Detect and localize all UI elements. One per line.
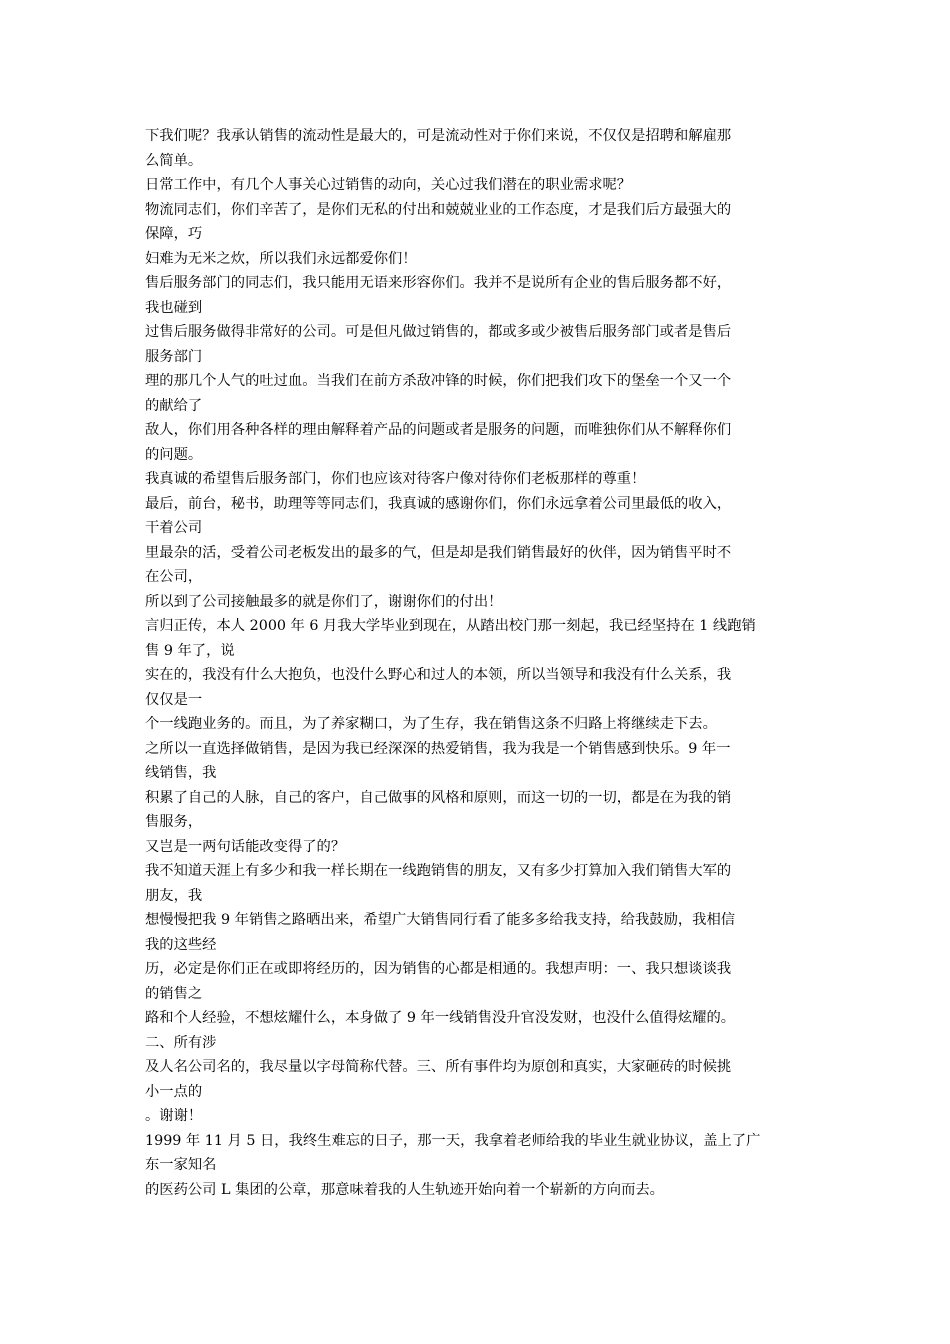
text-line: 朋友，我 — [145, 887, 203, 904]
text-line: 理的那几个人气的吐过血。当我们在前方杀敌冲锋的时候，你们把我们攻下的堡垒一个又一个 — [145, 373, 732, 389]
text-line: 之所以一直选择做销售，是因为我已经深深的热爱销售，我为我是一个销售感到快乐。9 年一 — [145, 740, 731, 757]
text-line: 干着公司 — [145, 520, 203, 536]
text-line: 1999 年 11 月 5 日，我终生难忘的日子，那一天，我拿着老师给我的毕业生就业协议，盖上了广 — [145, 1132, 761, 1149]
text-line: 。谢谢！ — [145, 1108, 203, 1124]
text-line: 的问题。 — [145, 446, 203, 463]
text-line: 个一线跑业务的。而且，为了养家糊口，为了生存，我在销售这条不归路上将继续走下去。 — [145, 716, 717, 732]
text-line: 最后，前台，秘书，助理等等同志们，我真诚的感谢你们，你们永远拿着公司里最低的收入， — [145, 495, 732, 512]
text-line: 的医药公司 L 集团的公章，那意味着我的人生轨迹开始向着一个崭新的方向而去。 — [145, 1181, 664, 1198]
text-line: 里最杂的活，受着公司老板发出的最多的气，但是却是我们销售最好的伙伴，因为销售平时不 — [145, 544, 732, 561]
text-line: 及人名公司名的，我尽量以字母简称代替。三、所有事件均为原创和真实，大家砸砖的时候挑 — [145, 1059, 732, 1075]
text-line: 我真诚的希望售后服务部门，你们也应该对待客户像对待你们老板那样的尊重！ — [145, 471, 646, 487]
document-body — [145, 124, 807, 1202]
text-line: 实在的，我没有什么大抱负，也没什么野心和过人的本领，所以当领导和我没有什么关系，我 — [145, 667, 732, 683]
text-line: 妇难为无米之炊，所以我们永远都爱你们！ — [145, 250, 417, 267]
text-line: 路和个人经验，不想炫耀什么，本身做了 9 年一线销售没升官没发财，也没什么值得炫耀的。 — [145, 1010, 736, 1026]
text-line: 积累了自己的人脉，自己的客户，自己做事的风格和原则，而这一切的一切，都是在为我的销 — [145, 789, 732, 806]
text-line: 售服务， — [145, 814, 203, 830]
text-line: 过售后服务做得非常好的公司。可是但凡做过销售的，都或多或少被售后服务部门或者是售后 — [145, 324, 732, 340]
text-line: 售后服务部门的同志们，我只能用无语来形容你们。我并不是说所有企业的售后服务都不好， — [145, 275, 732, 291]
text-line: 线销售，我 — [145, 765, 217, 781]
text-line: 的销售之 — [145, 985, 203, 1002]
text-line: 保障，巧 — [145, 226, 203, 242]
text-line: 下我们呢？我承认销售的流动性是最大的，可是流动性对于你们来说，不仅仅是招聘和解雇那 — [145, 128, 732, 144]
text-line: 我不知道天涯上有多少和我一样长期在一线跑销售的朋友，又有多少打算加入我们销售大军的 — [145, 863, 732, 879]
text-line: 服务部门 — [145, 348, 203, 365]
text-line: 东一家知名 — [145, 1157, 217, 1173]
text-line: 仅仅是一 — [145, 691, 203, 708]
text-line: 小一点的 — [145, 1083, 203, 1100]
text-line: 历，必定是你们正在或即将经历的，因为销售的心都是相通的。我想声明：一、我只想谈谈我 — [145, 961, 732, 977]
text-line: 在公司， — [145, 569, 203, 585]
text-line: 我的这些经 — [145, 936, 217, 953]
text-line: 二、所有涉 — [145, 1034, 217, 1051]
text-line: 想慢慢把我 9 年销售之路晒出来，希望广大销售同行看了能多多给我支持，给我鼓励，我相信 — [145, 912, 736, 928]
text-line: 我也碰到 — [145, 299, 203, 316]
text-line: 的献给了 — [145, 397, 203, 414]
text-line: 又岂是一两句话能改变得了的？ — [145, 838, 346, 855]
text-line: 所以到了公司接触最多的就是你们了，谢谢你们的付出！ — [145, 593, 503, 610]
text-line: 售 9 年了，说 — [145, 642, 235, 659]
text-line: 敌人，你们用各种各样的理由解释着产品的问题或者是服务的问题，而唯独你们从不解释你们 — [145, 422, 732, 438]
text-line: 么简单。 — [145, 152, 203, 169]
text-line: 言归正传，本人 2000 年 6 月我大学毕业到现在，从踏出校门那一刻起，我已经坚持在 1 线跑销 — [145, 618, 756, 634]
text-line: 物流同志们，你们辛苦了，是你们无私的付出和兢兢业业的工作态度，才是我们后方最强大的 — [145, 201, 732, 218]
text-line: 日常工作中，有几个人事关心过销售的动向，关心过我们潜在的职业需求呢？ — [145, 177, 632, 193]
